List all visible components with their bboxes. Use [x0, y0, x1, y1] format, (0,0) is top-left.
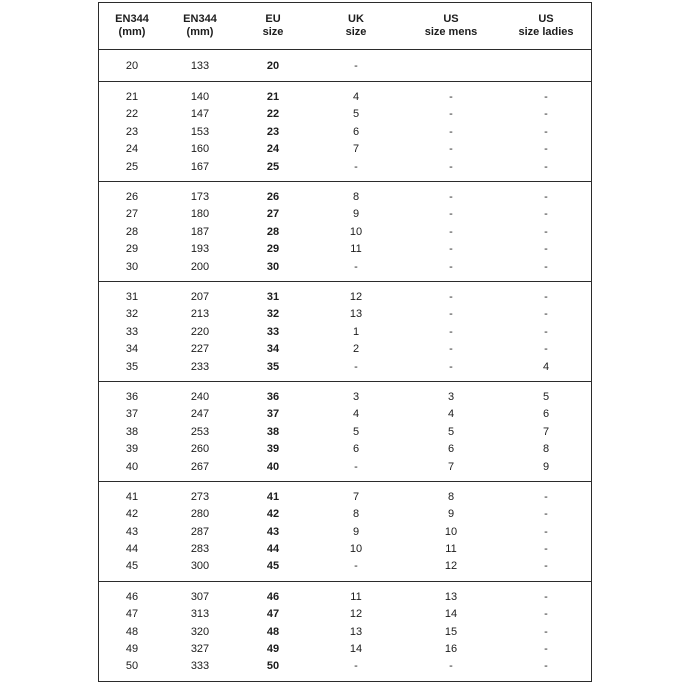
table-cell: 9 [352, 208, 360, 221]
table-cell: 50 [125, 660, 139, 673]
table-cell: 133 [190, 59, 210, 72]
table-row [99, 57, 591, 74]
table-cell: 240 [190, 390, 210, 403]
table-cell: 33 [125, 325, 139, 338]
table-cell: 34 [125, 343, 139, 356]
table-cell: 5 [542, 390, 550, 403]
table-section [99, 182, 591, 282]
table-cell: 50 [266, 660, 280, 673]
table-cell: 22 [266, 108, 280, 121]
column-header-line2: (mm) [186, 26, 214, 38]
table-cell: 187 [190, 225, 210, 238]
table-row [99, 406, 591, 423]
table-cell: 20 [266, 59, 280, 72]
table-cell: 6 [352, 125, 360, 138]
table-row [99, 506, 591, 523]
table-cell: 31 [266, 290, 280, 303]
table-cell: 1 [352, 325, 360, 338]
table-cell: 37 [125, 408, 139, 421]
table-cell: 9 [352, 525, 360, 538]
table-cell: 26 [125, 191, 139, 204]
table-row [99, 606, 591, 623]
table-row [99, 388, 591, 405]
table-row [99, 440, 591, 457]
table-row [99, 306, 591, 323]
table-cell: - [544, 208, 548, 221]
table-row [99, 558, 591, 575]
table-cell: - [449, 260, 453, 273]
table-cell: - [544, 125, 548, 138]
table-cell: 44 [266, 543, 280, 556]
table-row [99, 640, 591, 657]
column-header [235, 13, 311, 39]
column-header-line1: EN344 [115, 13, 149, 25]
table-cell: 10 [349, 543, 363, 556]
table-cell: - [544, 160, 548, 173]
table-cell: 12 [444, 560, 458, 573]
table-cell: 43 [125, 525, 139, 538]
table-cell: 4 [447, 408, 455, 421]
table-row [99, 258, 591, 275]
table-cell: - [544, 325, 548, 338]
table-cell: - [449, 225, 453, 238]
table-cell: 26 [266, 191, 280, 204]
table-cell: 8 [352, 191, 360, 204]
table-cell: 49 [125, 643, 139, 656]
table-cell: - [544, 243, 548, 256]
table-cell: 4 [542, 360, 550, 373]
table-cell: 213 [190, 308, 210, 321]
table-cell: 34 [266, 343, 280, 356]
column-header [311, 13, 401, 39]
table-cell: 267 [190, 460, 210, 473]
table-section [99, 82, 591, 182]
table-cell: 47 [125, 608, 139, 621]
table-cell: 35 [266, 360, 280, 373]
table-cell: 8 [447, 490, 455, 503]
table-cell: 36 [125, 390, 139, 403]
table-cell: 14 [444, 608, 458, 621]
table-row [99, 158, 591, 175]
table-cell: - [449, 243, 453, 256]
table-cell: 227 [190, 343, 210, 356]
table-cell: 35 [125, 360, 139, 373]
table-cell: 38 [125, 425, 139, 438]
table-cell: 41 [266, 490, 280, 503]
table-cell: 23 [266, 125, 280, 138]
table-row [99, 106, 591, 123]
table-cell: 36 [266, 390, 280, 403]
table-cell: 6 [447, 443, 455, 456]
table-cell: 25 [266, 160, 280, 173]
table-cell: 22 [125, 108, 139, 121]
table-cell: - [354, 160, 358, 173]
table-cell: 11 [445, 543, 457, 556]
column-header-line2: size [262, 26, 284, 38]
table-row [99, 523, 591, 540]
table-cell: - [449, 125, 453, 138]
table-cell: - [544, 308, 548, 321]
table-cell: 39 [266, 443, 280, 456]
column-header [501, 13, 591, 39]
table-cell: 6 [352, 443, 360, 456]
table-cell: 45 [125, 560, 139, 573]
table-cell: - [544, 560, 548, 573]
table-cell: 4 [352, 408, 360, 421]
table-cell: 13 [349, 625, 363, 638]
table-cell: 48 [266, 625, 280, 638]
table-cell: 46 [266, 590, 280, 603]
table-cell: - [449, 143, 453, 156]
table-cell: 21 [125, 91, 139, 104]
table-cell: 5 [447, 425, 455, 438]
table-cell: 29 [266, 243, 280, 256]
table-cell: 42 [125, 508, 139, 521]
table-cell: 47 [266, 608, 280, 621]
table-cell: 27 [125, 208, 139, 221]
table-cell: 160 [190, 143, 210, 156]
table-cell: 8 [352, 508, 360, 521]
table-row [99, 223, 591, 240]
table-cell: 7 [352, 490, 360, 503]
table-cell: - [544, 660, 548, 673]
table-cell: 15 [444, 625, 458, 638]
table-cell: - [354, 660, 358, 673]
table-cell: - [544, 260, 548, 273]
table-cell: - [544, 590, 548, 603]
table-cell: 147 [190, 108, 210, 121]
table-cell: 37 [266, 408, 280, 421]
table-cell: 10 [444, 525, 458, 538]
table-cell: - [544, 508, 548, 521]
table-row [99, 588, 591, 605]
table-cell: 313 [190, 608, 210, 621]
table-cell: 39 [125, 443, 139, 456]
table-cell: 21 [266, 91, 280, 104]
column-header [165, 13, 235, 39]
table-cell: - [544, 191, 548, 204]
table-cell: - [544, 290, 548, 303]
table-cell: 28 [125, 225, 139, 238]
column-header-line1: EN344 [183, 13, 217, 25]
table-cell: - [449, 290, 453, 303]
table-cell: 3 [352, 390, 360, 403]
column-header [99, 13, 165, 39]
table-cell: - [544, 608, 548, 621]
table-cell: - [449, 208, 453, 221]
table-cell: 24 [125, 143, 139, 156]
table-cell: 28 [266, 225, 280, 238]
table-cell: 287 [190, 525, 210, 538]
table-cell: 11 [350, 243, 362, 256]
table-cell: - [449, 343, 453, 356]
table-cell: 32 [125, 308, 139, 321]
table-cell: 44 [125, 543, 139, 556]
column-header-line2: (mm) [118, 26, 146, 38]
table-cell: 33 [266, 325, 280, 338]
table-cell: 48 [125, 625, 139, 638]
table-cell: 30 [125, 260, 139, 273]
table-cell: 20 [125, 59, 139, 72]
table-cell: 13 [349, 308, 363, 321]
table-cell: - [544, 343, 548, 356]
table-cell: 207 [190, 290, 210, 303]
table-cell: - [544, 543, 548, 556]
table-row [99, 88, 591, 105]
table-cell: 27 [266, 208, 280, 221]
table-cell: 167 [190, 160, 210, 173]
table-cell: 283 [190, 543, 210, 556]
table-cell: 140 [190, 91, 210, 104]
size-table [98, 2, 592, 682]
table-row [99, 123, 591, 140]
table-cell: 247 [190, 408, 210, 421]
table-cell: 300 [190, 560, 210, 573]
table-row [99, 288, 591, 305]
table-cell: 9 [447, 508, 455, 521]
table-section [99, 50, 591, 82]
table-cell: 8 [542, 443, 550, 456]
table-cell: 5 [352, 425, 360, 438]
table-cell: 4 [352, 91, 360, 104]
table-cell: - [449, 108, 453, 121]
table-cell: 260 [190, 443, 210, 456]
table-row [99, 188, 591, 205]
table-cell: - [449, 191, 453, 204]
column-header-line2: size ladies [518, 26, 574, 38]
column-header-line1: UK [348, 13, 364, 25]
table-header [99, 3, 591, 50]
table-cell: 25 [125, 160, 139, 173]
column-header-line2: size mens [424, 26, 478, 38]
table-cell: 180 [190, 208, 210, 221]
table-cell: 9 [542, 460, 550, 473]
table-cell: - [449, 308, 453, 321]
table-cell: 280 [190, 508, 210, 521]
table-cell: 49 [266, 643, 280, 656]
table-row [99, 658, 591, 675]
table-cell: 45 [266, 560, 280, 573]
table-cell: 41 [125, 490, 139, 503]
table-cell: 46 [125, 590, 139, 603]
table-cell: - [544, 108, 548, 121]
table-row [99, 488, 591, 505]
table-cell: - [544, 225, 548, 238]
table-cell: 307 [190, 590, 210, 603]
table-cell: 40 [266, 460, 280, 473]
table-row [99, 241, 591, 258]
table-cell: - [449, 160, 453, 173]
table-cell: 6 [542, 408, 550, 421]
table-cell: 3 [447, 390, 455, 403]
table-cell: 253 [190, 425, 210, 438]
column-header-line1: US [538, 13, 554, 25]
table-row [99, 623, 591, 640]
table-cell: - [354, 460, 358, 473]
table-row [99, 540, 591, 557]
table-cell: - [544, 525, 548, 538]
table-cell: 12 [349, 608, 363, 621]
table-cell: 12 [349, 290, 363, 303]
table-row [99, 141, 591, 158]
table-cell: 10 [349, 225, 363, 238]
table-cell: 23 [125, 125, 139, 138]
table-row [99, 358, 591, 375]
table-cell: 233 [190, 360, 210, 373]
table-cell: 2 [352, 343, 360, 356]
column-header-line2: size [345, 26, 367, 38]
table-cell: 7 [352, 143, 360, 156]
table-cell: 30 [266, 260, 280, 273]
table-cell: - [449, 325, 453, 338]
table-row [99, 323, 591, 340]
table-cell: - [354, 59, 358, 72]
table-cell: 5 [352, 108, 360, 121]
table-cell: 273 [190, 490, 210, 503]
table-cell: - [354, 260, 358, 273]
table-row [99, 206, 591, 223]
table-cell: - [449, 91, 453, 104]
table-cell: - [544, 91, 548, 104]
table-cell: 14 [349, 643, 363, 656]
table-cell: 24 [266, 143, 280, 156]
table-cell: - [544, 625, 548, 638]
table-cell: 31 [125, 290, 139, 303]
table-section [99, 582, 591, 681]
table-cell: 193 [190, 243, 210, 256]
table-cell: 320 [190, 625, 210, 638]
column-header-line1: EU [265, 13, 281, 25]
table-cell: 13 [444, 590, 458, 603]
table-cell: - [544, 643, 548, 656]
table-cell: 43 [266, 525, 280, 538]
table-cell: - [354, 560, 358, 573]
table-section [99, 382, 591, 482]
table-cell: - [544, 490, 548, 503]
table-row [99, 340, 591, 357]
table-row [99, 423, 591, 440]
table-cell: 220 [190, 325, 210, 338]
table-cell: 32 [266, 308, 280, 321]
table-cell: 7 [447, 460, 455, 473]
table-cell: 42 [266, 508, 280, 521]
table-cell: 7 [542, 425, 550, 438]
table-cell: 200 [190, 260, 210, 273]
table-cell: 327 [190, 643, 210, 656]
table-cell: 333 [190, 660, 210, 673]
table-cell: 40 [125, 460, 139, 473]
table-row [99, 458, 591, 475]
table-cell: 173 [190, 191, 210, 204]
table-cell: 38 [266, 425, 280, 438]
table-section [99, 282, 591, 382]
table-cell: - [449, 360, 453, 373]
table-cell: - [544, 143, 548, 156]
table-cell: 11 [350, 590, 362, 603]
table-section [99, 482, 591, 582]
table-cell: 29 [125, 243, 139, 256]
table-cell: 16 [444, 643, 458, 656]
column-header [401, 13, 501, 39]
table-cell: - [354, 360, 358, 373]
column-header-line1: US [443, 13, 459, 25]
table-cell: 153 [190, 125, 210, 138]
table-cell: - [449, 660, 453, 673]
